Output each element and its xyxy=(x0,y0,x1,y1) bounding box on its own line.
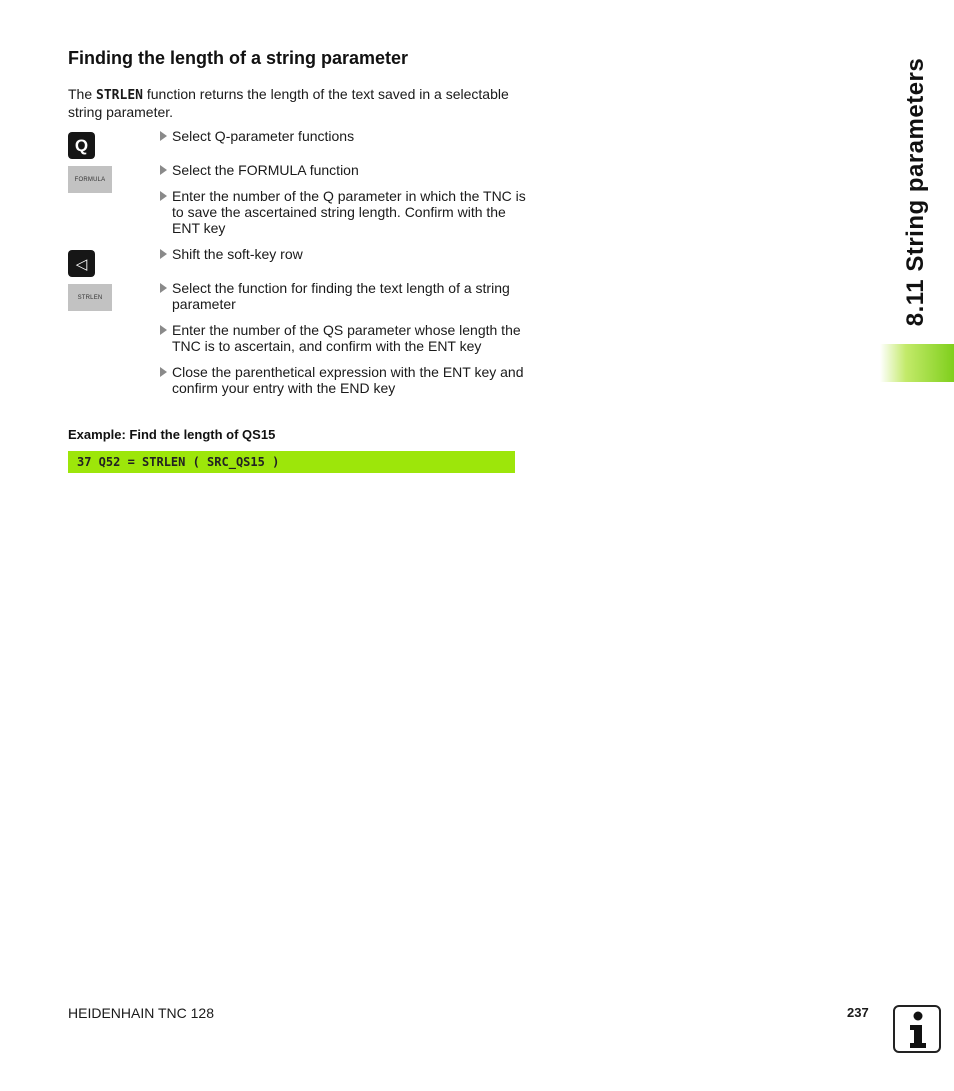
chapter-tab-marker xyxy=(880,344,954,382)
step-enter-q-number: Enter the number of the Q parameter in which the TNC is to save the ascertained string length. Confirm with the ENT key xyxy=(158,188,532,236)
chapter-side-label xyxy=(896,51,936,333)
q-key: Q xyxy=(68,132,95,159)
intro-paragraph xyxy=(68,86,518,120)
step-select-strlen: Select the function for finding the text length of a string parameter xyxy=(158,280,532,312)
info-icon xyxy=(893,1005,941,1053)
section-heading: Finding the length of a string parameter xyxy=(68,48,409,68)
step-shift-softkey-row: Shift the soft-key row xyxy=(158,246,532,262)
footer-manual-name: HEIDENHAIN TNC 128 xyxy=(68,1005,215,1021)
info-icon-glyph xyxy=(895,1007,939,1051)
example-title: Example: Find the length of QS15 xyxy=(68,427,276,442)
example-code-block: 37 Q52 = STRLEN ( SRC_QS15 ) xyxy=(68,451,515,473)
formula-softkey: FORMULA xyxy=(68,166,112,193)
intro-text-before: The xyxy=(68,86,97,102)
chapter-side-label-text: 8.11 String parameters xyxy=(902,57,929,327)
strlen-softkey: STRLEN xyxy=(68,284,112,311)
step-select-formula: Select the FORMULA function xyxy=(158,162,532,178)
strlen-code-inline: STRLEN xyxy=(96,88,143,103)
step-enter-qs-number: Enter the number of the QS parameter whose length the TNC is to ascertain, and confirm with the ENT key xyxy=(158,322,532,354)
shift-softkey-row-key: ◁ xyxy=(68,250,95,277)
step-select-q-functions: Select Q-parameter functions xyxy=(158,128,532,144)
page-number: 237 xyxy=(847,1005,869,1020)
intro-text-after: function returns the length of the text saved in a selectable string parameter. xyxy=(68,86,509,120)
step-close-expression: Close the parenthetical expression with the ENT key and confirm your entry with the END key xyxy=(158,364,532,396)
